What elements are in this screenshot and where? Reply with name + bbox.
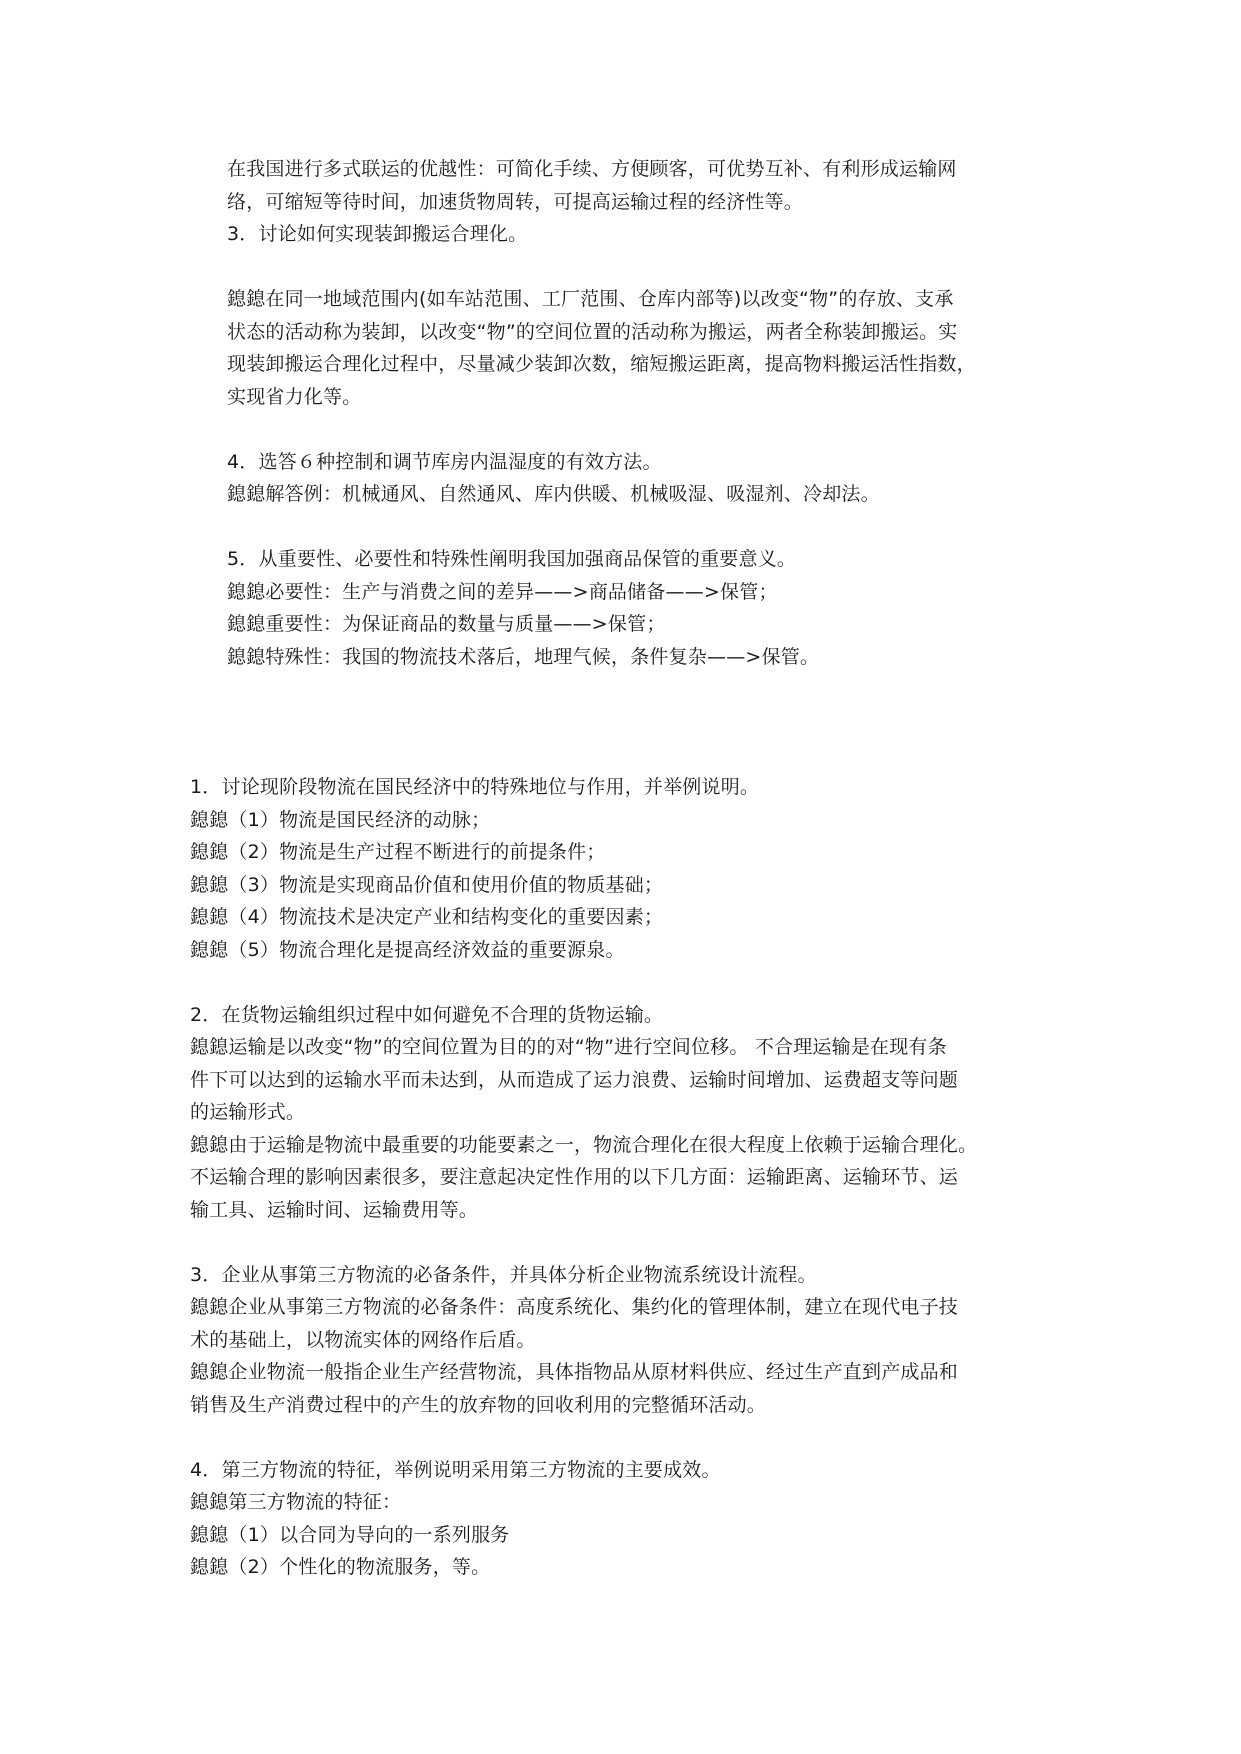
blank-line	[227, 413, 1067, 446]
section2-line: 鎴鎴（4）物流技术是决定产业和结构变化的重要因素；	[190, 906, 664, 928]
section2-line: 3．企业从事第三方物流的必备条件，并具体分析企业物流系统设计流程。	[190, 1263, 817, 1286]
section2-line: 4．第三方物流的特征，举例说明采用第三方物流的主要成效。	[190, 1458, 721, 1481]
section1-line: 状态的活动称为装卸，以改变“物”的空间位置的活动称为搬运，两者全称装卸搬运。实	[227, 320, 958, 343]
section2-line: 输工具、运输时间、运输费用等。	[190, 1198, 479, 1221]
section2-line: 不运输合理的影响因素很多，要注意起决定性作用的以下几方面：运输距离、运输环节、运	[190, 1166, 959, 1188]
section2-line: 鎴鎴企业物流一般指企业生产经营物流，具体指物品从原材料供应、经过生产直到产成品和	[190, 1361, 959, 1383]
section1-line: 鎴鎴解答例：机械通风、自然通风、库内供暖、机械吸湿、吸湿剂、冷却法。	[227, 483, 880, 505]
section1-line: 实现省力化等。	[227, 385, 362, 408]
section2-line: 的运输形式。	[190, 1101, 306, 1123]
blank-line	[190, 1421, 1090, 1454]
section2-line: 件下可以达到的运输水平而未达到，从而造成了运力浪费、运输时间增加、运费超支等问题	[190, 1068, 959, 1091]
section1-line: 在我国进行多式联运的优越性：可简化手续、方便顾客，可优势互补、有利形成运输网	[227, 158, 957, 180]
section2-line: 鎴鎴（2）物流是生产过程不断进行的前提条件；	[190, 841, 606, 863]
section2-line: 鎴鎴（3）物流是实现商品价值和使用价值的物质基础；	[190, 873, 664, 896]
blank-line	[190, 1226, 1090, 1259]
section2-line: 销售及生产消费过程中的产生的放弃物的回收利用的完整循环活动。	[190, 1393, 767, 1416]
section2-line: 鎴鎴由于运输是物流中最重要的功能要素之一，物流合理化在很大程度上依赖于运输合理化。	[190, 1133, 978, 1156]
section2-line: 鎴鎴（5）物流合理化是提高经济效益的重要源泉。	[190, 938, 625, 961]
section2-line: 鎴鎴运输是以改变“物”的空间位置为目的的对“物”进行空间位移。 不合理运输是在现有条	[190, 1036, 947, 1058]
section1-line: 现装卸搬运合理化过程中，尽量减少装卸次数，缩短搬运距离，提高物料搬运活性指数，	[227, 353, 976, 375]
section1-line: 鎴鎴特殊性：我国的物流技术落后，地理气候，条件复杂——>保管。	[227, 645, 820, 668]
section2-line: 鎴鎴（1）物流是国民经济的动脉；	[190, 808, 491, 831]
section2-line: 鎴鎴（1）以合同为导向的一系列服务	[190, 1523, 510, 1546]
section2-line: 2．在货物运输组织过程中如何避免不合理的货物运输。	[190, 1003, 664, 1026]
section1-line: 3．讨论如何实现装卸搬运合理化。	[227, 223, 528, 245]
blank-line	[190, 966, 1090, 999]
section2-line: 1．讨论现阶段物流在国民经济中的特殊地位与作用，并举例说明。	[190, 776, 760, 798]
section1-line: 鎴鎴在同一地域范围内(如车站范围、工厂范围、仓库内部等)以改变“物”的存放、支承	[227, 288, 954, 310]
text-section-2	[190, 771, 1090, 1584]
section2-line: 鎴鎴第三方物流的特征：	[190, 1491, 402, 1513]
section1-line: 鎴鎴重要性：为保证商品的数量与质量——>保管；	[227, 613, 666, 635]
section2-line: 术的基础上，以物流实体的网络作后盾。	[190, 1328, 536, 1351]
section1-line: 络，可缩短等待时间，加速货物周转，可提高运输过程的经济性等。	[227, 190, 804, 213]
section1-line: 鎴鎴必要性：生产与消费之间的差异——>商品储备——>保管；	[227, 580, 778, 603]
section1-line: 5．从重要性、必要性和特殊性阐明我国加强商品保管的重要意义。	[227, 548, 797, 570]
section2-line: 鎴鎴（2）个性化的物流服务，等。	[190, 1556, 491, 1578]
section1-line: 4．选答６种控制和调节库房内温湿度的有效方法。	[227, 450, 662, 473]
blank-line	[227, 511, 1067, 544]
section2-line: 鎴鎴企业从事第三方物流的必备条件：高度系统化、集约化的管理体制，建立在现代电子技	[190, 1296, 959, 1318]
text-section-1	[227, 153, 1067, 673]
blank-line	[227, 251, 1067, 284]
